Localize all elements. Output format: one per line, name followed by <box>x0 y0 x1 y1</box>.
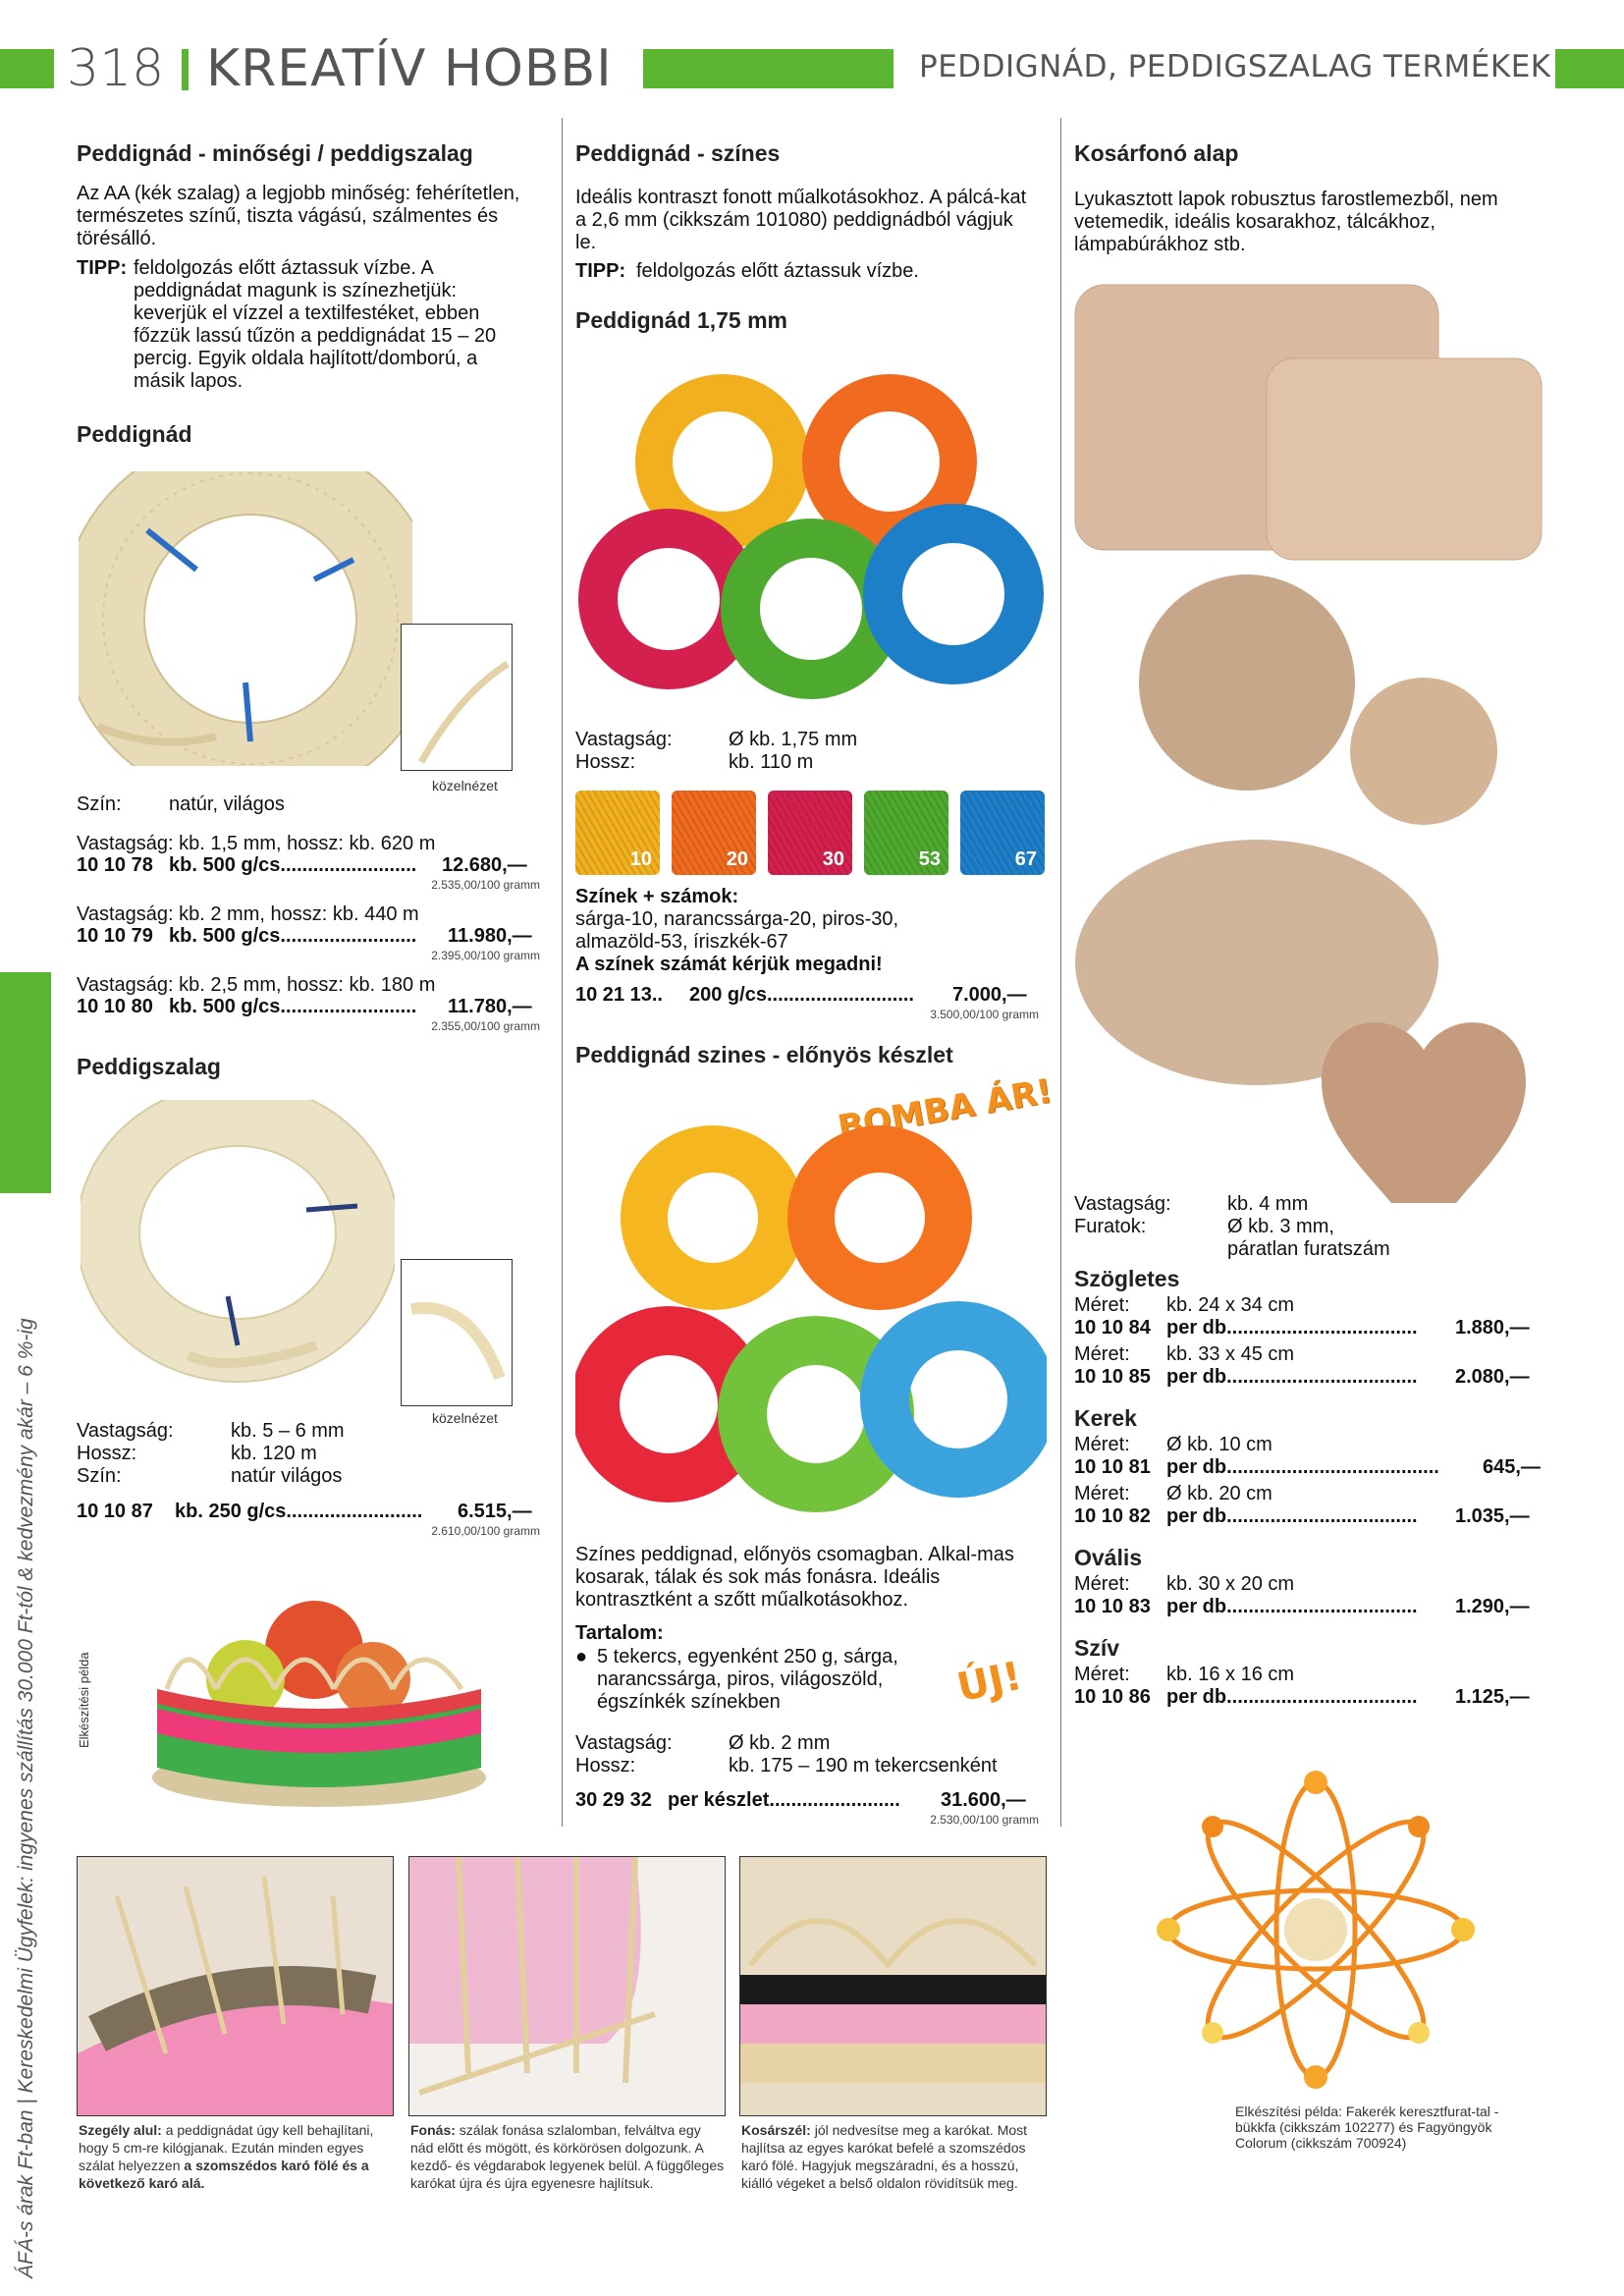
szogletes-2-code: 10 10 85 <box>1074 1366 1151 1388</box>
col1-title: Peddignád - minőségi / peddigszalag <box>77 140 473 166</box>
szogletes-1-per: per db................................... <box>1166 1317 1418 1339</box>
sziv-1-price: 1.125,— <box>1455 1686 1530 1708</box>
kerek-1-per: per db....................................... <box>1166 1456 1439 1478</box>
peddignad-item1-desc: kb. 500 g/cs......................... <box>169 854 417 876</box>
szalag-spec-value-2: kb. 120 m <box>231 1443 317 1464</box>
col3-spec-value-2: Ø kb. 3 mm, <box>1227 1216 1334 1237</box>
colors-note: A színek számát kérjük megadni! <box>575 954 883 975</box>
col1-intro: Az AA (kék szalag) a legjobb minőség: fehérítetlen, természetes színű, tiszta vágású, szálmentes és törésálló. <box>77 183 520 249</box>
szogletes-1-size: kb. 24 x 34 cm <box>1166 1294 1295 1316</box>
kerek-1-price: 645,— <box>1483 1456 1541 1478</box>
set-content-text: 5 tekercs, egyenként 250 g, sárga, narancssárga, piros, világoszöld, égszínkék színekben <box>597 1646 898 1713</box>
szalag-code: 10 10 87 <box>77 1501 153 1522</box>
header-bar-left <box>0 49 54 88</box>
ovalis-1-price: 1.290,— <box>1455 1596 1530 1617</box>
peddignad-item3-price: 11.780,— <box>448 996 532 1017</box>
uj-badge: ÚJ! <box>952 1653 1026 1712</box>
szogletes-2-label: Méret: <box>1074 1343 1130 1365</box>
kerek-2-code: 10 10 82 <box>1074 1505 1151 1527</box>
step2-text: Fonás: szálak fonása szlalomban, felváltva egy nád előtt és mögött, és körkörösen dolgozunk. A kezdő- és végdarabok legyenek belül. A függőleges karókat újra és újra egyenesre hajlítsuk. <box>410 2122 725 2191</box>
szalag-spec-label-2: Hossz: <box>77 1443 137 1464</box>
peddignad-item2-desc: kb. 500 g/cs......................... <box>169 925 417 947</box>
peddignad-coil-image <box>79 471 412 766</box>
colored-desc: 200 g/cs........................... <box>689 984 914 1006</box>
flower-example-caption: Elkészítési példa: Fakerék keresztfurat-tal - bükkfa (cikkszám 102277) és Fagyöngyök Colorum (cikkszám 700924) <box>1235 2104 1499 2151</box>
peddignad-item3-spec: Vastagság: kb. 2,5 mm, hossz: kb. 180 m <box>77 974 436 996</box>
colored-price: 7.000,— <box>952 984 1027 1006</box>
peddignad-item2-unit: 2.395,00/100 gramm <box>431 949 540 962</box>
col1-tip: feldolgozás előtt áztassuk vízbe. A peddignádat magunk is színezhetjük: keverjük el vízzel a textilfestéket, ebben főzzük lassú tűzön a peddignádat 15 – 20 percig. Egyik oldala hajlított/domború, a másik lapos. <box>134 257 497 392</box>
col3-spec-label-1: Vastagság: <box>1074 1193 1171 1215</box>
szogletes-2-size: kb. 33 x 45 cm <box>1166 1343 1295 1365</box>
set-title: Peddignád szines - előnyös készlet <box>575 1042 953 1067</box>
col2-tip-label: TIPP: <box>575 260 626 282</box>
colored-coils-image <box>575 373 1047 707</box>
base-plates-image <box>1070 280 1561 1203</box>
szalag-spec-label-1: Vastagság: <box>77 1420 174 1442</box>
flower-example-image <box>1110 1758 1522 2102</box>
peddignad-color-value: natúr, világos <box>169 793 285 815</box>
peddignad-color-label: Szín: <box>77 793 122 815</box>
page-number: 318 <box>67 39 165 98</box>
peddignad-item1-price: 12.680,— <box>442 854 527 876</box>
set-price: 31.600,— <box>941 1789 1026 1811</box>
set-content-bullet: ● <box>575 1646 588 1667</box>
swatch-67: 67 <box>960 791 1045 875</box>
header-bar-middle <box>643 49 893 88</box>
szalag-desc: kb. 250 g/cs......................... <box>175 1501 423 1522</box>
set-spec-value-1: Ø kb. 2 mm <box>729 1732 831 1754</box>
sziv-1-size: kb. 16 x 16 cm <box>1166 1664 1295 1685</box>
szalag-spec-value-1: kb. 5 – 6 mm <box>231 1420 345 1442</box>
szogletes-1-code: 10 10 84 <box>1074 1317 1151 1339</box>
peddignad-item3-desc: kb. 500 g/cs......................... <box>169 996 417 1017</box>
group-sziv-title: Szív <box>1074 1635 1120 1661</box>
swatch-53: 53 <box>864 791 948 875</box>
sidebar-note: ÁFÁ-s árak Ft-ban | Kereskedelmi Ügyfelek: ingyenes szállítás 30.000 Ft-tól & kedvezmény akár – 6 %-ig <box>15 1318 37 2278</box>
kerek-1-code: 10 10 81 <box>1074 1456 1151 1478</box>
col3-title: Kosárfonó alap <box>1074 140 1239 166</box>
step2-image <box>408 1856 726 2116</box>
col2-spec-value-1: Ø kb. 1,75 mm <box>729 729 858 750</box>
colors-title: Színek + számok: <box>575 886 739 907</box>
szalag-price: 6.515,— <box>458 1501 532 1522</box>
peddignad-item1-unit: 2.535,00/100 gramm <box>431 878 540 892</box>
peddignad-title: Peddignád <box>77 421 192 447</box>
colors-text: sárga-10, narancssárga-20, piros-30, almazöld-53, íriszkék-67 <box>575 908 899 953</box>
group-szogletes-title: Szögletes <box>1074 1266 1180 1291</box>
step3-text: Kosárszél: jól nedvesítse meg a karókat. Most hajlítsa az egyes karókat befelé a szomszédos karó fölé. Hagyjuk megszáradni, és a hosszú, kiálló végeket a belső oldalon rövidítsük meg. <box>741 2122 1028 2191</box>
col2-subtitle: Peddignád 1,75 mm <box>575 307 788 333</box>
col3-spec-label-2: Furatok: <box>1074 1216 1147 1237</box>
szogletes-1-label: Méret: <box>1074 1294 1130 1316</box>
col2-intro: Ideális kontraszt fonott műalkotásokhoz. A pálcá-kat a 2,6 mm (cikkszám 101080) peddignádból vágjuk le. <box>575 187 1027 253</box>
col2-spec-value-2: kb. 110 m <box>729 751 814 773</box>
szalag-spec-label-3: Szín: <box>77 1465 122 1487</box>
swatch-30: 30 <box>768 791 852 875</box>
step1-image <box>77 1856 394 2116</box>
col2-spec-label-2: Hossz: <box>575 751 636 773</box>
peddigszalag-coil-image <box>81 1100 395 1394</box>
szalag-spec-value-3: natúr világos <box>231 1465 343 1487</box>
col2-spec-label-1: Vastagság: <box>575 729 673 750</box>
peddigszalag-closeup-frame <box>401 1259 513 1406</box>
szogletes-2-per: per db................................... <box>1166 1366 1418 1388</box>
sziv-1-code: 10 10 86 <box>1074 1686 1151 1708</box>
peddignad-closeup-frame <box>401 624 513 771</box>
col3-spec-value-3: páratlan furatszám <box>1227 1238 1390 1260</box>
colored-unit: 3.500,00/100 gramm <box>930 1008 1039 1021</box>
szogletes-1-price: 1.880,— <box>1455 1317 1530 1339</box>
peddignad-item2-code: 10 10 79 <box>77 925 153 947</box>
column-divider-2 <box>1060 118 1061 1827</box>
peddignad-item1-code: 10 10 78 <box>77 854 153 876</box>
col2-title: Peddignád - színes <box>575 140 781 166</box>
set-spec-value-2: kb. 175 – 190 m tekercsenként <box>729 1755 998 1777</box>
col3-intro: Lyukasztott lapok robusztus farostlemezből, nem vetemedik, ideális kosarakhoz, tálcákhoz, lámpabúrákhoz stb. <box>1074 189 1498 255</box>
peddignad-item3-unit: 2.355,00/100 gramm <box>431 1019 540 1033</box>
szogletes-2-price: 2.080,— <box>1455 1366 1530 1388</box>
kerek-2-per: per db................................... <box>1166 1505 1418 1527</box>
set-code: 30 29 32 <box>575 1789 652 1811</box>
kerek-1-label: Méret: <box>1074 1434 1130 1455</box>
sziv-1-per: per db................................... <box>1166 1686 1418 1708</box>
header-bar-right <box>1555 49 1624 88</box>
header-divider <box>182 49 189 90</box>
set-text: Színes peddignad, előnyös csomagban. Alkal-mas kosarak, tálak és sok más fonásra. Ideális kontrasztként a szőtt műalkotásokhoz. <box>575 1544 1014 1611</box>
step1-text: Szegély alul: a peddignádat úgy kell behajlítani, hogy 5 cm-re kilógjanak. Ezután minden egyes szálat helyezzen a szomszédos karó fölé és a következő karó alá. <box>79 2122 374 2191</box>
group-ovalis-title: Ovális <box>1074 1545 1143 1570</box>
peddignad-closeup-label: közelnézet <box>432 778 498 793</box>
basket-example-image <box>147 1571 491 1817</box>
kerek-1-size: Ø kb. 10 cm <box>1166 1434 1272 1455</box>
group-kerek-title: Kerek <box>1074 1405 1137 1431</box>
set-content-title: Tartalom: <box>575 1622 664 1644</box>
set-unit: 2.530,00/100 gramm <box>930 1813 1039 1827</box>
kerek-2-size: Ø kb. 20 cm <box>1166 1483 1272 1504</box>
swatch-10: 10 <box>575 791 660 875</box>
bomba-ar-badge: BOMBA ÁR! <box>835 1071 1056 1148</box>
peddigszalag-title: Peddigszalag <box>77 1054 221 1079</box>
peddignad-item1-spec: Vastagság: kb. 1,5 mm, hossz: kb. 620 m <box>77 833 436 854</box>
col1-tip-label: TIPP: <box>77 257 128 279</box>
peddignad-item3-code: 10 10 80 <box>77 996 153 1017</box>
swatch-20: 20 <box>672 791 756 875</box>
set-spec-label-2: Hossz: <box>575 1755 636 1777</box>
peddignad-item2-price: 11.980,— <box>448 925 532 947</box>
category-title: PEDDIGNÁD, PEDDIGSZALAG TERMÉKEK <box>919 49 1551 84</box>
kerek-2-price: 1.035,— <box>1455 1505 1530 1527</box>
ovalis-1-code: 10 10 83 <box>1074 1596 1151 1617</box>
szalag-unit: 2.610,00/100 gramm <box>431 1524 540 1538</box>
ovalis-1-per: per db................................... <box>1166 1596 1418 1617</box>
peddignad-item2-spec: Vastagság: kb. 2 mm, hossz: kb. 440 m <box>77 903 419 925</box>
ovalis-1-label: Méret: <box>1074 1573 1130 1595</box>
ovalis-1-size: kb. 30 x 20 cm <box>1166 1573 1295 1595</box>
kerek-2-label: Méret: <box>1074 1483 1130 1504</box>
sziv-1-label: Méret: <box>1074 1664 1130 1685</box>
set-desc: per készlet........................ <box>668 1789 900 1811</box>
colored-code: 10 21 13.. <box>575 984 663 1006</box>
set-coils-image <box>575 1120 1047 1532</box>
set-spec-label-1: Vastagság: <box>575 1732 673 1754</box>
step3-image <box>739 1856 1047 2116</box>
peddigszalag-closeup-label: közelnézet <box>432 1410 498 1426</box>
basket-example-label: Elkészítési példa <box>77 1652 91 1748</box>
section-title: KREATÍV HOBBI <box>206 39 613 98</box>
col2-tip: feldolgozás előtt áztassuk vízbe. <box>636 260 919 282</box>
col3-spec-value-1: kb. 4 mm <box>1227 1193 1309 1215</box>
